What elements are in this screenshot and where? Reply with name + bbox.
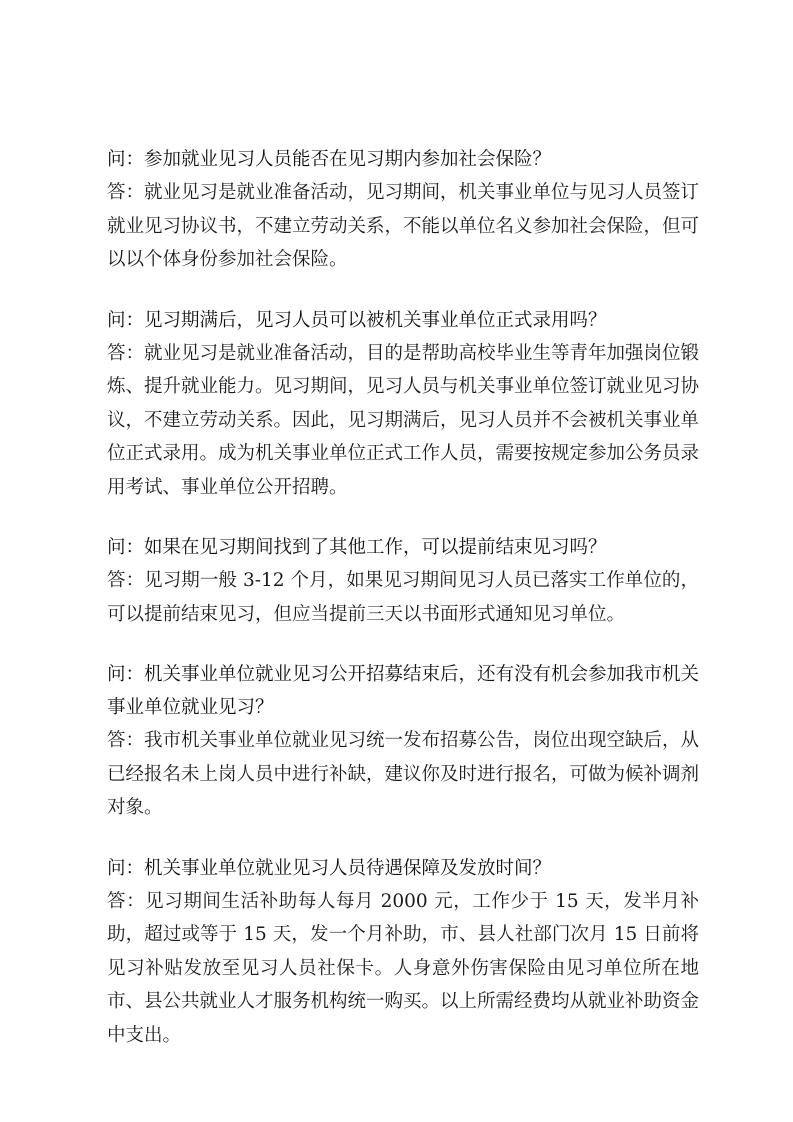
faq-answer: 答：就业见习是就业准备活动，目的是帮助高校毕业生等青年加强岗位锻炼、提升就业能力。见习期间，见习人员与机关事业单位签订就业见习协议，不建立劳动关系。因此，见习期满后，见习人员并不会被机关事业单位正式录用。成为机关事业单位正式工作人员，需要按规定参加公务员录用考试、事业单位公开招聘。 xyxy=(107,342,700,498)
faq-item-after-recruitment xyxy=(107,658,699,825)
faq-answer: 答：我市机关事业单位就业见习统一发布招募公告，岗位出现空缺后，从已经报名未上岗人员中进行补缺，建议你及时进行报名，可做为候补调剂对象。 xyxy=(107,730,700,818)
faq-item-early-termination xyxy=(107,531,699,631)
faq-question: 问：如果在见习期间找到了其他工作，可以提前结束见习吗？ xyxy=(107,537,607,558)
faq-item-formal-employment xyxy=(107,304,699,505)
faq-content xyxy=(107,143,699,1079)
faq-answer: 答：见习期间生活补助每人每月 2000 元，工作少于 15 天，发半月补助，超过或等于 15 天，发一个月补助，市、县人社部门次月 15 日前将见习补贴发放至见习人员社保卡。人身意外伤害保险由见习单位所在地市、县公共就业人才服务机构统一购买。以上所需经费均从就业补助资金中支出。 xyxy=(107,890,700,1046)
faq-answer: 答：见习期一般 3-12 个月，如果见习期间见习人员已落实工作单位的，可以提前结束见习，但应当提前三天以书面形式通知见习单位。 xyxy=(107,570,699,625)
faq-answer: 答：就业见习是就业准备活动，见习期间，机关事业单位与见习人员签订就业见习协议书，不建立劳动关系，不能以单位名义参加社会保险，但可以以个体身份参加社会保险。 xyxy=(107,182,700,270)
faq-item-allowance xyxy=(107,852,699,1053)
faq-item-social-insurance xyxy=(107,143,699,277)
faq-question: 问：机关事业单位就业见习人员待遇保障及发放时间？ xyxy=(107,857,552,879)
faq-question: 问：参加就业见习人员能否在见习期内参加社会保险？ xyxy=(107,149,552,170)
faq-question: 问：见习期满后，见习人员可以被机关事业单位正式录用吗？ xyxy=(107,309,607,331)
faq-question: 问：机关事业单位就业见习公开招募结束后，还有没有机会参加我市机关事业单位就业见习？ xyxy=(107,664,700,718)
